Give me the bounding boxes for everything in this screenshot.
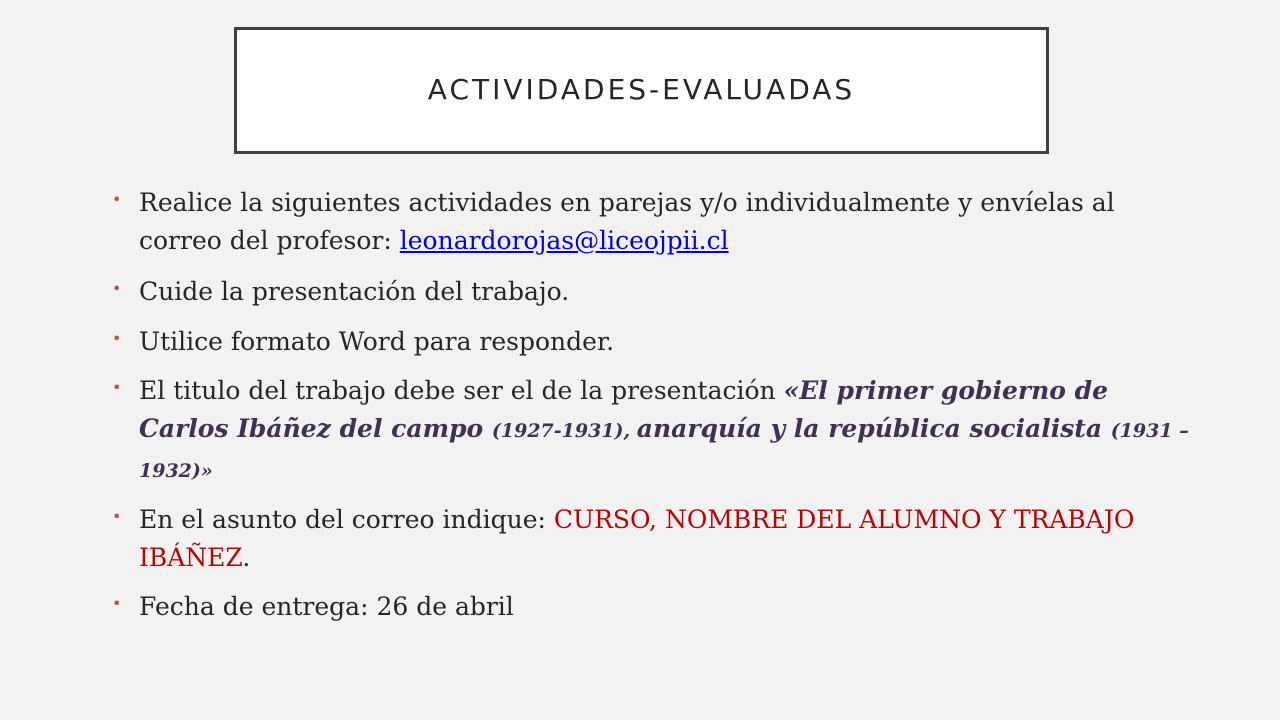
email-link[interactable]: leonardorojas@liceojpii.cl	[399, 226, 729, 255]
bullet-text: Fecha de entrega: 26 de abril	[139, 592, 514, 621]
bullet-list	[112, 184, 1192, 626]
bullet-dot-icon: •	[112, 279, 122, 298]
bullet-text-end: .	[242, 543, 251, 572]
bullet-text: En el asunto del correo indique:	[139, 505, 554, 534]
bullet-item-presentation	[112, 273, 1192, 311]
slide-title: ACTIVIDADES-EVALUADAS	[427, 73, 856, 106]
bullet-item-email-subject	[112, 501, 1192, 577]
bullet-dot-icon: •	[112, 378, 122, 397]
work-title-part2: anarquía y la república socialista	[636, 414, 1111, 443]
bullet-text: El titulo del trabajo debe ser el de la presentación	[139, 376, 784, 405]
bullet-item-instructions	[112, 184, 1192, 260]
work-title-years1: (1927-1931),	[491, 420, 637, 442]
bullet-item-due-date	[112, 588, 1192, 626]
bullet-item-work-title	[112, 372, 1192, 490]
bullet-text: Cuide la presentación del trabajo.	[139, 277, 570, 306]
bullet-dot-icon: •	[112, 190, 122, 209]
work-title-part1: «El primer gobierno de Carlos Ibáñez del campo	[139, 376, 1109, 443]
bullet-dot-icon: •	[112, 329, 122, 348]
bullet-item-format	[112, 323, 1192, 361]
bullet-text: Utilice formato Word para responder.	[139, 327, 615, 356]
bullet-dot-icon: •	[112, 594, 122, 613]
work-title-years2: (1931 – 1932)»	[139, 420, 1189, 482]
email-subject-highlight: CURSO, NOMBRE DEL ALUMNO Y TRABAJO IBÁÑEZ	[139, 505, 1135, 572]
bullet-dot-icon: •	[112, 507, 122, 526]
bullet-text: Realice la siguientes actividades en parejas y/o individualmente y envíelas al correo del profesor:	[139, 188, 1115, 255]
title-box	[234, 27, 1049, 154]
